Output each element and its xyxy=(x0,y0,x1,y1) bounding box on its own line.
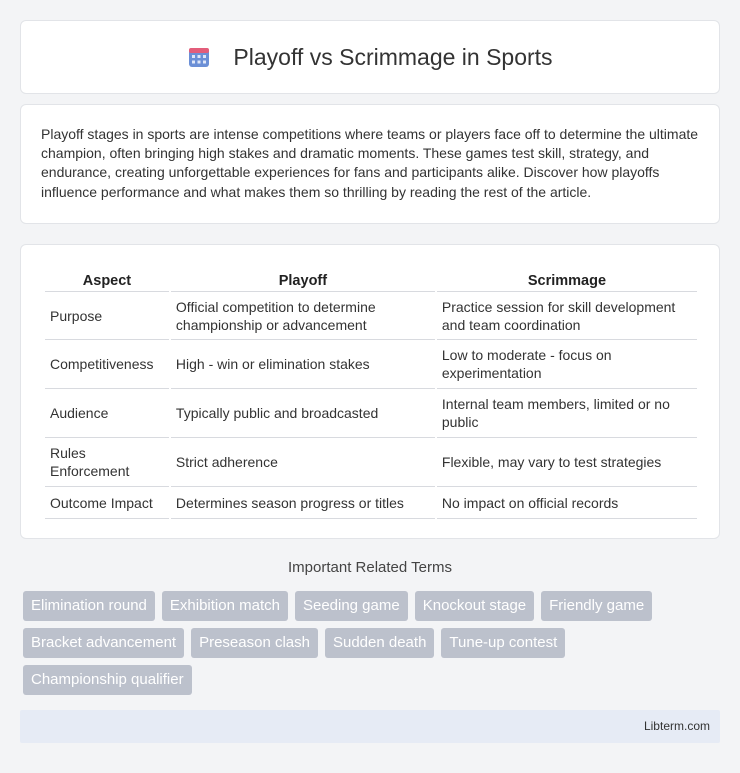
intro-card xyxy=(20,104,720,224)
page-title: Playoff vs Scrimmage in Sports xyxy=(233,43,553,70)
related-term-tag[interactable]: Elimination round xyxy=(23,591,155,621)
table-cell-playoff: High - win or elimination stakes xyxy=(171,340,435,389)
footer xyxy=(20,710,720,743)
related-term-tag[interactable]: Sudden death xyxy=(325,628,434,658)
comparison-table xyxy=(43,267,699,519)
intro-paragraph: Playoff stages in sports are intense competitions where teams or players face off to determine the ultimate champion, often bringing high stakes and dramatic moments. These games test skill, strategy, and endurance, creating unforgettable experiences for fans and participants alike. Discover how playoffs influence performance and what makes them so thrilling by reading the rest of the article. xyxy=(41,126,699,200)
table-cell-aspect: Purpose xyxy=(45,292,169,340)
related-terms-title: Important Related Terms xyxy=(288,559,452,576)
related-term-tag[interactable]: Preseason clash xyxy=(191,628,318,658)
table-cell-playoff: Official competition to determine championship or advancement xyxy=(171,292,435,340)
related-term-tag[interactable]: Tune-up contest xyxy=(441,628,565,658)
related-terms-list xyxy=(23,591,723,695)
table-cell-aspect: Rules Enforcement xyxy=(45,438,169,487)
table-row xyxy=(45,389,697,438)
header-card xyxy=(20,20,720,94)
related-term-tag[interactable]: Seeding game xyxy=(295,591,408,621)
related-term-tag[interactable]: Bracket advancement xyxy=(23,628,184,658)
table-row xyxy=(45,438,697,487)
related-term-tag[interactable]: Exhibition match xyxy=(162,591,288,621)
footer-brand-link[interactable]: Libterm.com xyxy=(643,719,710,733)
related-term-tag[interactable]: Knockout stage xyxy=(415,591,534,621)
column-header-playoff: Playoff xyxy=(171,267,435,292)
table-row xyxy=(45,487,697,519)
related-term-tag[interactable]: Friendly game xyxy=(541,591,652,621)
column-header-aspect: Aspect xyxy=(45,267,169,292)
table-cell-aspect: Outcome Impact xyxy=(45,487,169,519)
table-header-row xyxy=(45,267,697,292)
table-row xyxy=(45,340,697,389)
table-cell-scrimmage: Internal team members, limited or no public xyxy=(437,389,697,438)
column-header-scrimmage: Scrimmage xyxy=(437,267,697,292)
calendar-grid-icon xyxy=(187,45,211,69)
table-cell-playoff: Determines season progress or titles xyxy=(171,487,435,519)
table-cell-scrimmage: Flexible, may vary to test strategies xyxy=(437,438,697,487)
table-cell-scrimmage: No impact on official records xyxy=(437,487,697,519)
table-cell-scrimmage: Low to moderate - focus on experimentation xyxy=(437,340,697,389)
table-cell-aspect: Audience xyxy=(45,389,169,438)
table-row xyxy=(45,292,697,340)
table-cell-aspect: Competitiveness xyxy=(45,340,169,389)
comparison-table-card xyxy=(20,244,720,539)
related-term-tag[interactable]: Championship qualifier xyxy=(23,665,192,695)
table-cell-playoff: Strict adherence xyxy=(171,438,435,487)
table-cell-scrimmage: Practice session for skill development and team coordination xyxy=(437,292,697,340)
table-cell-playoff: Typically public and broadcasted xyxy=(171,389,435,438)
